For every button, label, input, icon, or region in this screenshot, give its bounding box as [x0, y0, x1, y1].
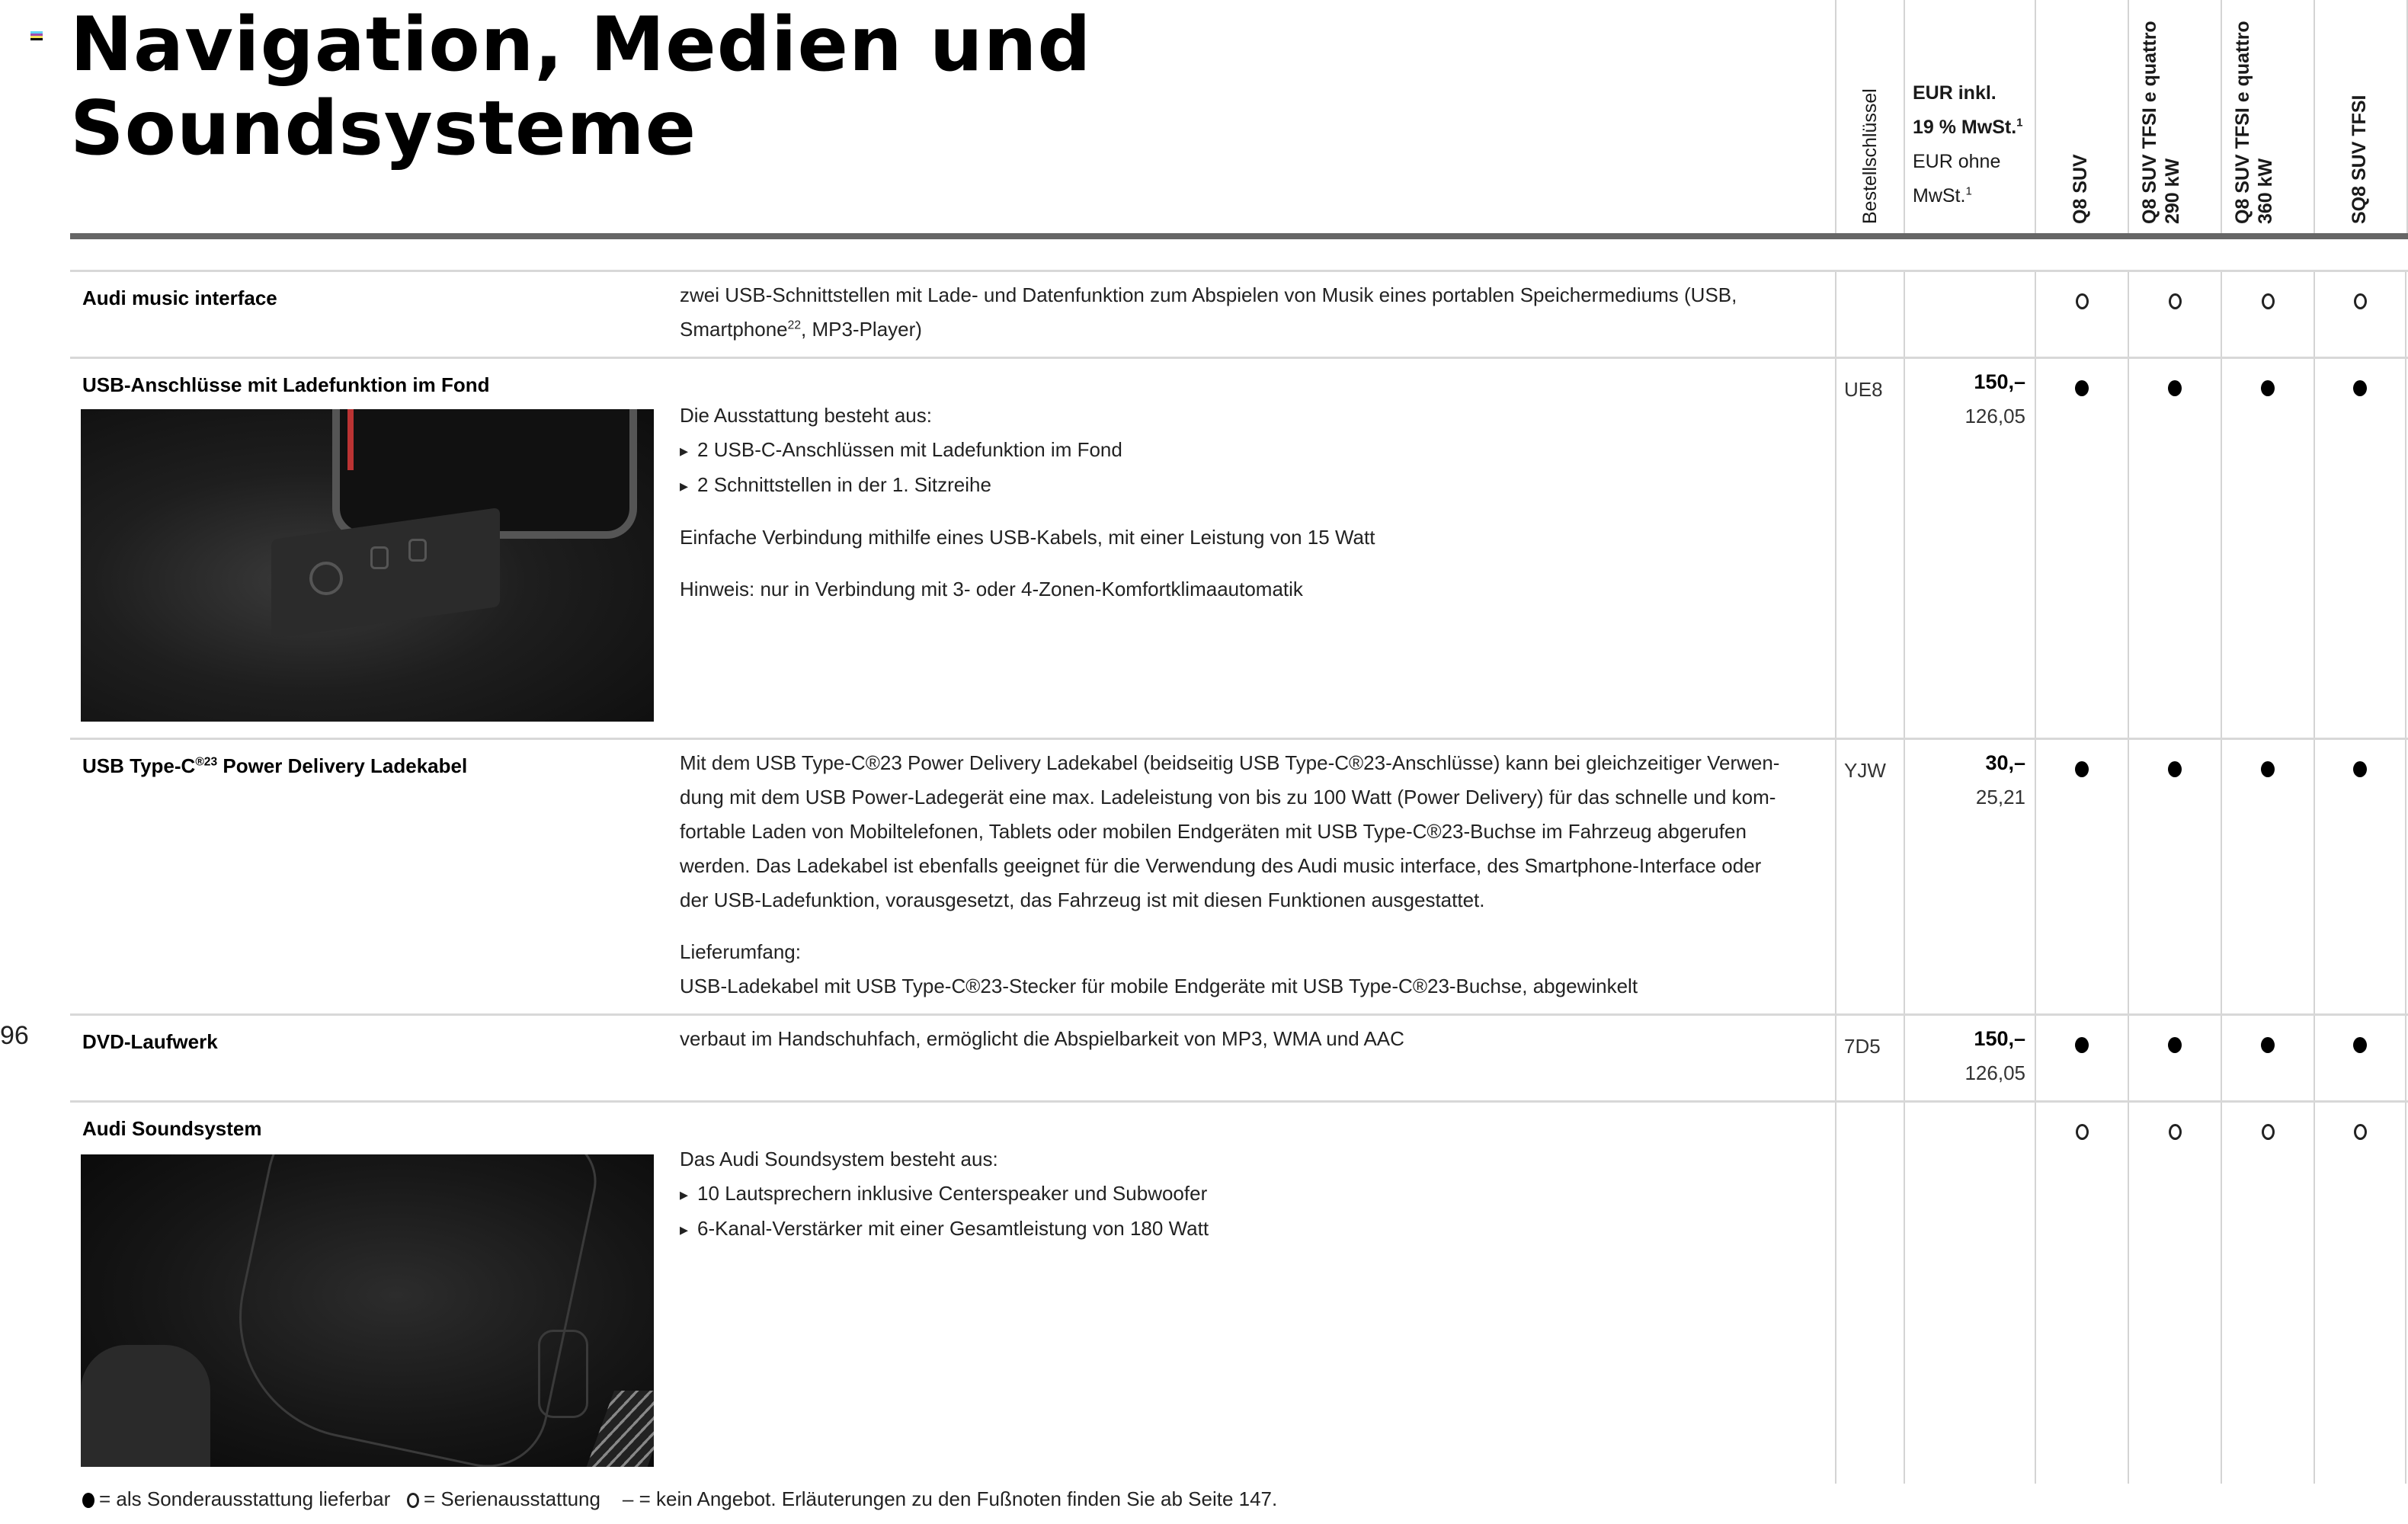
standard-equipment-icon: [2076, 293, 2089, 309]
price-heading: [1913, 76, 2023, 213]
header-model-sq8: [2314, 0, 2408, 235]
optional-equipment-icon: [82, 1493, 94, 1508]
price-cell: [1904, 740, 2035, 1013]
model-name: Q8 SUV: [2070, 154, 2091, 224]
price-incl-label-1: EUR inkl.: [1913, 82, 1997, 104]
feature-name-cell: [70, 740, 672, 1013]
display-ui-accent: [347, 409, 354, 470]
desc-bullet: ▸ 6-Kanal-Verstärker mit einer Gesamtleistung von 180 Watt: [680, 1212, 1824, 1247]
title-line-2: Soundsysteme: [70, 85, 697, 172]
order-code-cell: [1835, 1103, 1904, 1484]
desc-line: Mit dem USB Type-C®23 Power Delivery Ladekabel (beidseitig USB Type-C®23-Anschlüsse) kann bei gleichzeitiger Verwen-: [680, 751, 1780, 774]
feature-description: [680, 1142, 1824, 1247]
availability-q8-tfsie-290: [2128, 359, 2221, 738]
usb-port-shape: [309, 562, 343, 595]
legend-footer: [82, 1487, 1277, 1511]
optional-equipment-icon: [2075, 761, 2089, 777]
feature-name-cell: [70, 272, 672, 357]
soundsystem-photo: [81, 1154, 654, 1467]
door-speaker-trim-shape: [216, 1154, 604, 1467]
availability-q8-suv: [2035, 272, 2128, 357]
feature-name: Audi music interface: [82, 287, 277, 309]
legend-no-offer: = kein Angebot. Erläuterungen zu den Fußnoten finden Sie ab Seite 147.: [639, 1487, 1278, 1510]
model-heading: [2069, 154, 2092, 224]
black-swatch: [30, 38, 43, 40]
availability-q8-suv: [2035, 1016, 2128, 1100]
price-excl-vat: 25,21: [1975, 786, 2025, 808]
print-color-marker: [30, 31, 43, 40]
desc-intro: Das Audi Soundsystem besteht aus:: [680, 1148, 998, 1170]
availability-q8-tfsie-290: [2128, 1103, 2221, 1484]
feature-description-cell: [669, 740, 1835, 1013]
desc-intro: Die Ausstattung besteht aus:: [680, 404, 932, 427]
header-divider: [70, 233, 2408, 239]
desc-note: Hinweis: nur in Verbindung mit 3- oder 4-Zonen-Komfortklimaautomatik: [680, 578, 1303, 600]
price-incl-vat: 30,–: [1985, 751, 2025, 774]
availability-sq8: [2314, 272, 2406, 357]
standard-equipment-icon: [2262, 1124, 2275, 1140]
availability-q8-suv: [2035, 740, 2128, 1013]
availability-q8-tfsie-360: [2221, 740, 2314, 1013]
model-power: 360 kW: [2255, 158, 2276, 224]
standard-equipment-icon: [407, 1493, 419, 1508]
standard-equipment-icon: [2354, 293, 2367, 309]
feature-name-cell: [70, 1016, 672, 1100]
price-cell: [1904, 1016, 2035, 1100]
model-heading: [2348, 95, 2371, 224]
price-excl-label-1: EUR ohne: [1913, 151, 2001, 172]
optional-equipment-icon: [2075, 1037, 2089, 1053]
usb-c-port-shape: [408, 539, 427, 562]
optional-equipment-icon: [2075, 380, 2089, 396]
availability-q8-tfsie-360: [2221, 1016, 2314, 1100]
availability-q8-tfsie-360: [2221, 272, 2314, 357]
feature-description-cell: [669, 1103, 1835, 1484]
availability-sq8: [2314, 1103, 2406, 1484]
door-handle-shape: [538, 1330, 588, 1418]
price-incl-vat: 150,–: [1974, 1027, 2025, 1050]
page-title: [70, 3, 1092, 171]
usb-ports-photo: [81, 409, 654, 722]
optional-equipment-icon: [2353, 1037, 2367, 1053]
model-name: Q8 SUV TFSI e quattro: [2232, 21, 2253, 224]
legend-optional: = als Sonderausstattung lieferbar: [99, 1487, 391, 1510]
availability-q8-tfsie-360: [2221, 1103, 2314, 1484]
availability-q8-tfsie-290: [2128, 740, 2221, 1013]
feature-description-cell: [669, 359, 1835, 738]
feature-description: verbaut im Handschuhfach, ermöglicht die Abspielbarkeit von MP3, WMA und AAC: [680, 1027, 1404, 1050]
seat-shape: [81, 1345, 210, 1467]
table-row-usb-ports-rear: [70, 359, 2408, 740]
optional-equipment-icon: [2261, 761, 2275, 777]
model-heading: [2231, 21, 2277, 224]
price-incl-label-2: 19 % MwSt.: [1913, 117, 2017, 138]
model-heading: [2138, 21, 2184, 224]
name-text: USB Type-C: [82, 754, 196, 777]
availability-q8-suv: [2035, 359, 2128, 738]
availability-q8-tfsie-290: [2128, 1016, 2221, 1100]
desc-line: werden. Das Ladekabel ist ebenfalls geeignet für die Verwendung des Audi music interface, des Smartphone-Interface oder: [680, 854, 1762, 877]
order-code: 7D5: [1844, 1035, 1881, 1058]
optional-equipment-icon: [2168, 761, 2182, 777]
table-row-dvd-drive: [70, 1016, 2408, 1103]
order-code-cell: [1835, 359, 1904, 738]
desc-bullet: ▸ 10 Lautsprechern inklusive Centerspeaker und Subwoofer: [680, 1177, 1824, 1212]
optional-equipment-icon: [2353, 380, 2367, 396]
sill-plate-shape: [584, 1391, 654, 1467]
desc-text: , MP3-Player): [801, 318, 922, 341]
standard-equipment-icon: [2262, 293, 2275, 309]
standard-equipment-icon: [2169, 293, 2182, 309]
title-line-1: Navigation, Medien und: [70, 2, 1092, 88]
desc-paragraph: Einfache Verbindung mithilfe eines USB-Kabels, mit einer Leistung von 15 Watt: [680, 526, 1375, 549]
price-cell: [1904, 359, 2035, 738]
model-name: Q8 SUV TFSI e quattro: [2139, 21, 2160, 224]
price-excl-vat: 126,05: [1965, 405, 2025, 427]
price-excl-vat: 126,05: [1965, 1061, 2025, 1084]
order-code-heading: Bestellschlüssel: [1859, 88, 1881, 224]
standard-equipment-icon: [2169, 1124, 2182, 1140]
usb-panel-shape: [271, 507, 500, 639]
desc-bullet: ▸ 2 Schnittstellen in der 1. Sitzreihe: [680, 468, 1824, 503]
delivery-label: Lieferumfang:: [680, 940, 801, 963]
order-code-cell: [1835, 272, 1904, 357]
footnote-ref: 1: [1965, 184, 1972, 198]
feature-description: [680, 278, 1824, 347]
footnote-ref: 1: [2016, 116, 2023, 130]
feature-description: [680, 746, 1824, 1004]
table-row-audi-soundsystem: [70, 1103, 2408, 1484]
usb-c-port-shape: [370, 546, 389, 569]
order-code: UE8: [1844, 378, 1883, 401]
order-code-cell: [1835, 740, 1904, 1013]
feature-description: [680, 399, 1824, 607]
optional-equipment-icon: [2261, 380, 2275, 396]
standard-equipment-icon: [2354, 1124, 2367, 1140]
header-price: [1904, 0, 2035, 235]
model-power: 290 kW: [2162, 158, 2183, 224]
no-offer-icon: –: [622, 1487, 634, 1510]
footnote-ref: ®23: [195, 755, 218, 769]
desc-line: fortable Laden von Mobiltelefonen, Tablets oder mobilen Endgeräten mit USB Type-C®23-Buchse im Fahrzeug abgerufen: [680, 820, 1747, 843]
optional-equipment-icon: [2261, 1037, 2275, 1053]
availability-q8-suv: [2035, 1103, 2128, 1484]
page-number: 96: [0, 1021, 29, 1050]
availability-q8-tfsie-290: [2128, 272, 2221, 357]
header-model-q8-tfsie-290: [2128, 0, 2221, 235]
order-code: YJW: [1844, 759, 1886, 782]
header-model-q8-tfsie-360: [2221, 0, 2314, 235]
name-text: Power Delivery Ladekabel: [217, 754, 468, 777]
feature-name: Audi Soundsystem: [82, 1117, 262, 1140]
order-code-cell: [1835, 1016, 1904, 1100]
availability-sq8: [2314, 359, 2406, 738]
desc-line: dung mit dem USB Power-Ladegerät eine max. Ladeleistung von bis zu 100 Watt (Power Delivery) für das schnelle und kom-: [680, 786, 1776, 808]
availability-sq8: [2314, 740, 2406, 1013]
feature-name: DVD-Laufwerk: [82, 1030, 218, 1053]
feature-name: [82, 754, 660, 778]
header-model-q8-suv: [2035, 0, 2128, 235]
desc-bullet: ▸ 2 USB-C-Anschlüssen mit Ladefunktion im Fond: [680, 433, 1824, 468]
availability-sq8: [2314, 1016, 2406, 1100]
price-excl-label-2: MwSt.: [1913, 185, 1966, 207]
table-row-usb-c-cable: [70, 740, 2408, 1016]
feature-description-cell: [669, 272, 1835, 357]
feature-name: USB-Anschlüsse mit Ladefunktion im Fond: [82, 373, 490, 396]
table-row-audi-music-interface: [70, 272, 2408, 359]
price-incl-vat: 150,–: [1974, 370, 2025, 393]
desc-text: Smartphone: [680, 318, 788, 341]
footnote-ref: 22: [787, 319, 802, 332]
availability-q8-tfsie-360: [2221, 359, 2314, 738]
optional-equipment-icon: [2168, 380, 2182, 396]
desc-line: der USB-Ladefunktion, vorausgesetzt, das Fahrzeug ist mit diesen Funktionen ausgestattet.: [680, 888, 1485, 911]
price-cell: [1904, 1103, 2035, 1484]
model-name: SQ8 SUV TFSI: [2349, 94, 2370, 224]
feature-description-cell: [669, 1016, 1835, 1100]
optional-equipment-icon: [2168, 1037, 2182, 1053]
legend-standard: = Serienausstattung: [423, 1487, 600, 1510]
standard-equipment-icon: [2076, 1124, 2089, 1140]
header-order-code: [1835, 0, 1904, 235]
price-cell: [1904, 272, 2035, 357]
desc-line: zwei USB-Schnittstellen mit Lade- und Datenfunktion zum Abspielen von Musik eines portablen Speichermediums (USB,: [680, 283, 1737, 306]
optional-equipment-icon: [2353, 761, 2367, 777]
delivery-text: USB-Ladekabel mit USB Type-C®23-Stecker für mobile Endgeräte mit USB Type-C®23-Buchse, abgewinkelt: [680, 975, 1638, 997]
